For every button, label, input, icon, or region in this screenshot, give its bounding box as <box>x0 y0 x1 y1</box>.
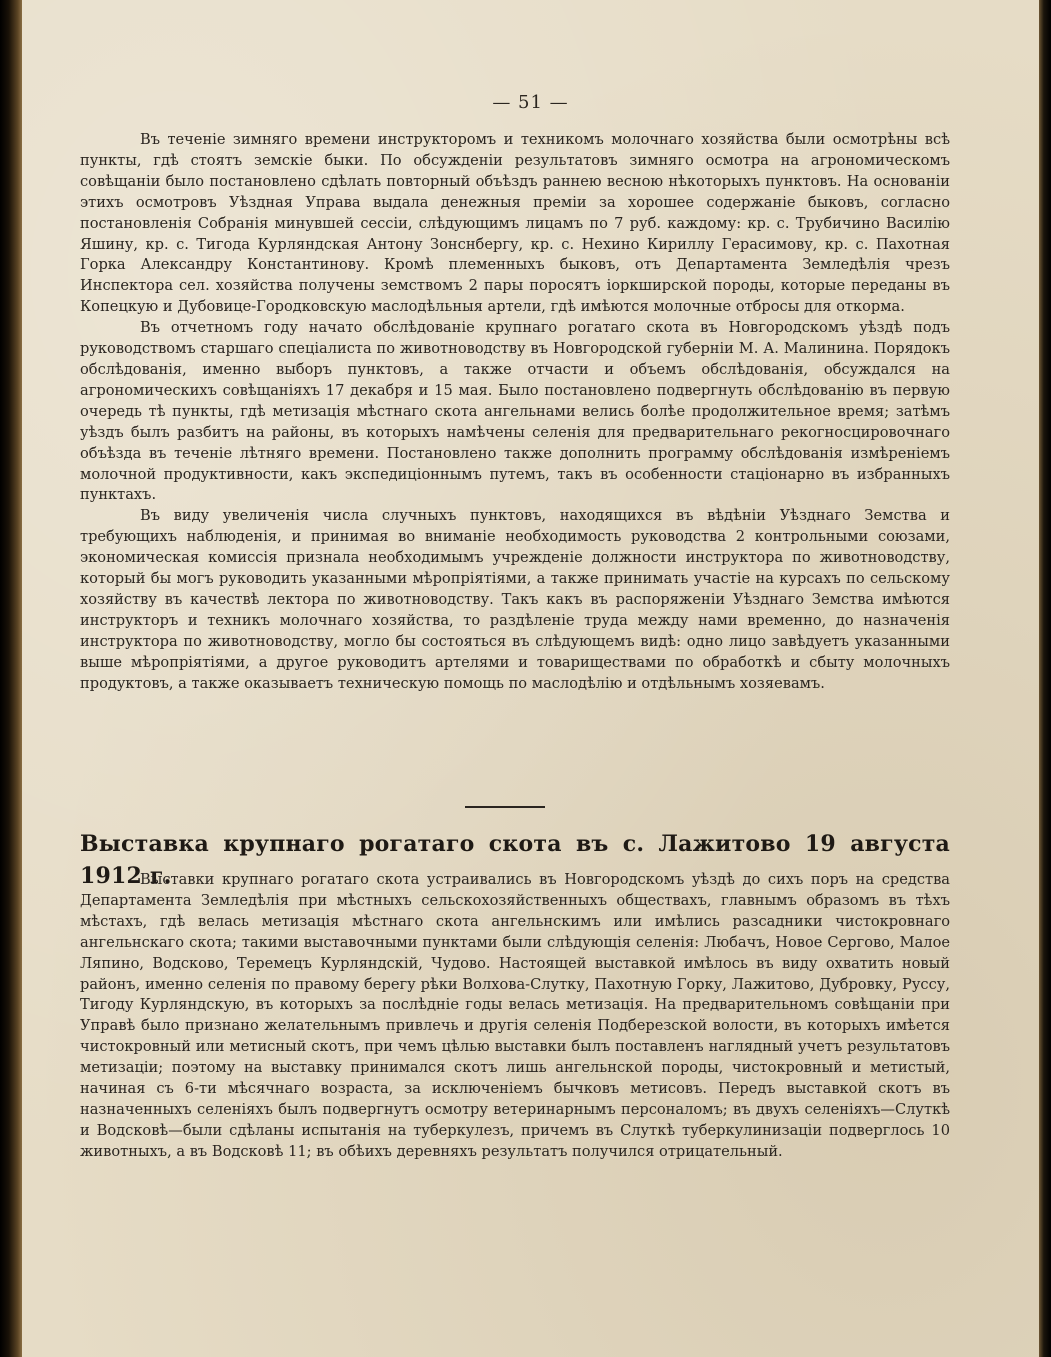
section-2-body <box>80 870 950 1163</box>
page-number: — 51 — <box>492 92 569 113</box>
paragraph: Въ теченіе зимняго времени инструкторомъ и техникомъ молочнаго хозяйства были осмотрѣны всѣ пункты, гдѣ стоятъ земскіе быки. По обсужденіи результатовъ зимняго осмотра на агрономическомъ совѣщаніи было постановлено сдѣлать повторный объѣздъ раннею весною нѣкоторыхъ пунктовъ. На основаніи этихъ осмотровъ Уѣздная Управа выдала денежныя преміи за хорошее содержаніе быковъ, согласно постановленія Собранія минувшей сессіи, слѣдующимъ лицамъ по 7 руб. каждому: кр. с. Трубичино Василію Яшину, кр. с. Тигода Курляндская Антону Зонснбергу, кр. с. Нехино Кириллу Герасимову, кр. с. Пахотная Горка Александру Константинову. Кромѣ племенныхъ быковъ, отъ Департамента Земледѣлія чрезъ Инспектора сел. хозяйства получены земствомъ 2 пары поросятъ іоркширской породы, которые переданы въ Копецкую и Дубовице-Городковскую маслодѣльныя артели, гдѣ имѣются молочные отбросы для откорма. <box>80 131 950 316</box>
section-1-body <box>80 130 950 694</box>
scan-edge-right <box>1039 0 1051 1357</box>
document-page <box>22 0 1039 1357</box>
paragraph: Въ отчетномъ году начато обслѣдованіе крупнаго рогатаго скота въ Новгородскомъ уѣздѣ подъ руководствомъ старшаго спеціалиста по животноводству въ Новгородской губерніи М. А. Малинина. Порядокъ обслѣдованія, именно выборъ пунктовъ, а также отчасти и объемъ обслѣдованія, обсуждался на агрономическихъ совѣщаніяхъ 17 декабря и 15 мая. Было постановлено подвергнуть обслѣдованію въ первую очередь тѣ пункты, гдѣ метизація мѣстнаго скота ангельнами велись болѣе продолжительное время; затѣмъ уѣздъ былъ разбитъ на районы, въ которыхъ намѣчены селенія для предварительнаго рекогносцировочнаго объѣзда въ теченіе лѣтняго времени. Постановлено также дополнить программу обслѣдованія измѣреніемъ молочной продуктивности, какъ экспедиціоннымъ путемъ, такъ въ особенности стаціонарно въ избранныхъ пунктахъ. <box>80 319 950 504</box>
paragraph: Въ виду увеличенія числа случныхъ пунктовъ, находящихся въ вѣдѣніи Уѣзднаго Земства и требующихъ наблюденія, и принимая во вниманіе необходимость руководства 2 контрольными союзами, экономическая комиссія признала необходимымъ учрежденіе должности инструктора по животноводству, который бы могъ руководить указанными мѣропріятіями, а также принимать участіе на курсахъ по сельскому хозяйству въ качествѣ лектора по животноводству. Такъ какъ въ распоряженіи Уѣзднаго Земства имѣются инструкторъ и техникъ молочнаго хозяйства, то раздѣленіе труда между нами временно, до назначенія инструктора по животноводству, могло бы состояться въ слѣдующемъ видѣ: одно лицо завѣдуетъ указанными выше мѣропріятіями, а другое руководитъ артелями и товариществами по обработкѣ и сбыту молочныхъ продуктовъ, а также оказываетъ техническую помощь по маслодѣлію и отдѣльнымъ хозяевамъ. <box>80 507 950 692</box>
paragraph: Выставки крупнаго рогатаго скота устраивались въ Новгородскомъ уѣздѣ до сихъ поръ на средства Департамента Земледѣлія при мѣстныхъ сельскохозяйственныхъ обществахъ, главнымъ образомъ въ тѣхъ мѣстахъ, гдѣ велась метизація мѣстнаго скота ангельнскимъ или имѣлись разсадники чистокровнаго ангельнскаго скота; такими выставочными пунктами были слѣдующія селенія: Любачъ, Новое Сергово, Малое Ляпино, Водсково, Теремецъ Курляндскій, Чудово. Настоящей выставкой имѣлось въ виду охватить новый районъ, именно селенія по правому берегу рѣки Волхова-Слутку, Пахотную Горку, Лажитово, Дубровку, Руссу, Тигоду Курляндскую, въ которыхъ за послѣдніе годы велась метизація. На предварительномъ совѣщаніи при Управѣ было признано желательнымъ привлечь и другія селенія Подберезской волости, въ которыхъ имѣется чистокровный или метисный скотъ, при чемъ цѣлью выставки былъ поставленъ наглядный учетъ результатовъ метизаціи; поэтому на выставку принимался скотъ лишь ангельнской породы, чистокровный и метистый, начиная съ 6-ти мѣсячнаго возраста, за исключеніемъ бычковъ метисовъ. Передъ выставкой скотъ въ назначенныхъ селеніяхъ былъ подвергнутъ осмотру ветеринарнымъ персоналомъ; въ двухъ селеніяхъ—Слуткѣ и Водсковѣ—были сдѣланы испытанія на туберкулезъ, причемъ въ Слуткѣ туберкулинизаціи подверглось 10 животныхъ, а въ Водсковѣ 11; въ обѣихъ деревняхъ результатъ получился отрицательный. <box>80 871 950 1160</box>
section-heading: Выставка крупнаго рогатаго скота въ с. Лажитово 19 августа 1912 г. <box>80 831 950 889</box>
section-divider <box>465 806 545 808</box>
scan-edge-left <box>0 0 22 1357</box>
